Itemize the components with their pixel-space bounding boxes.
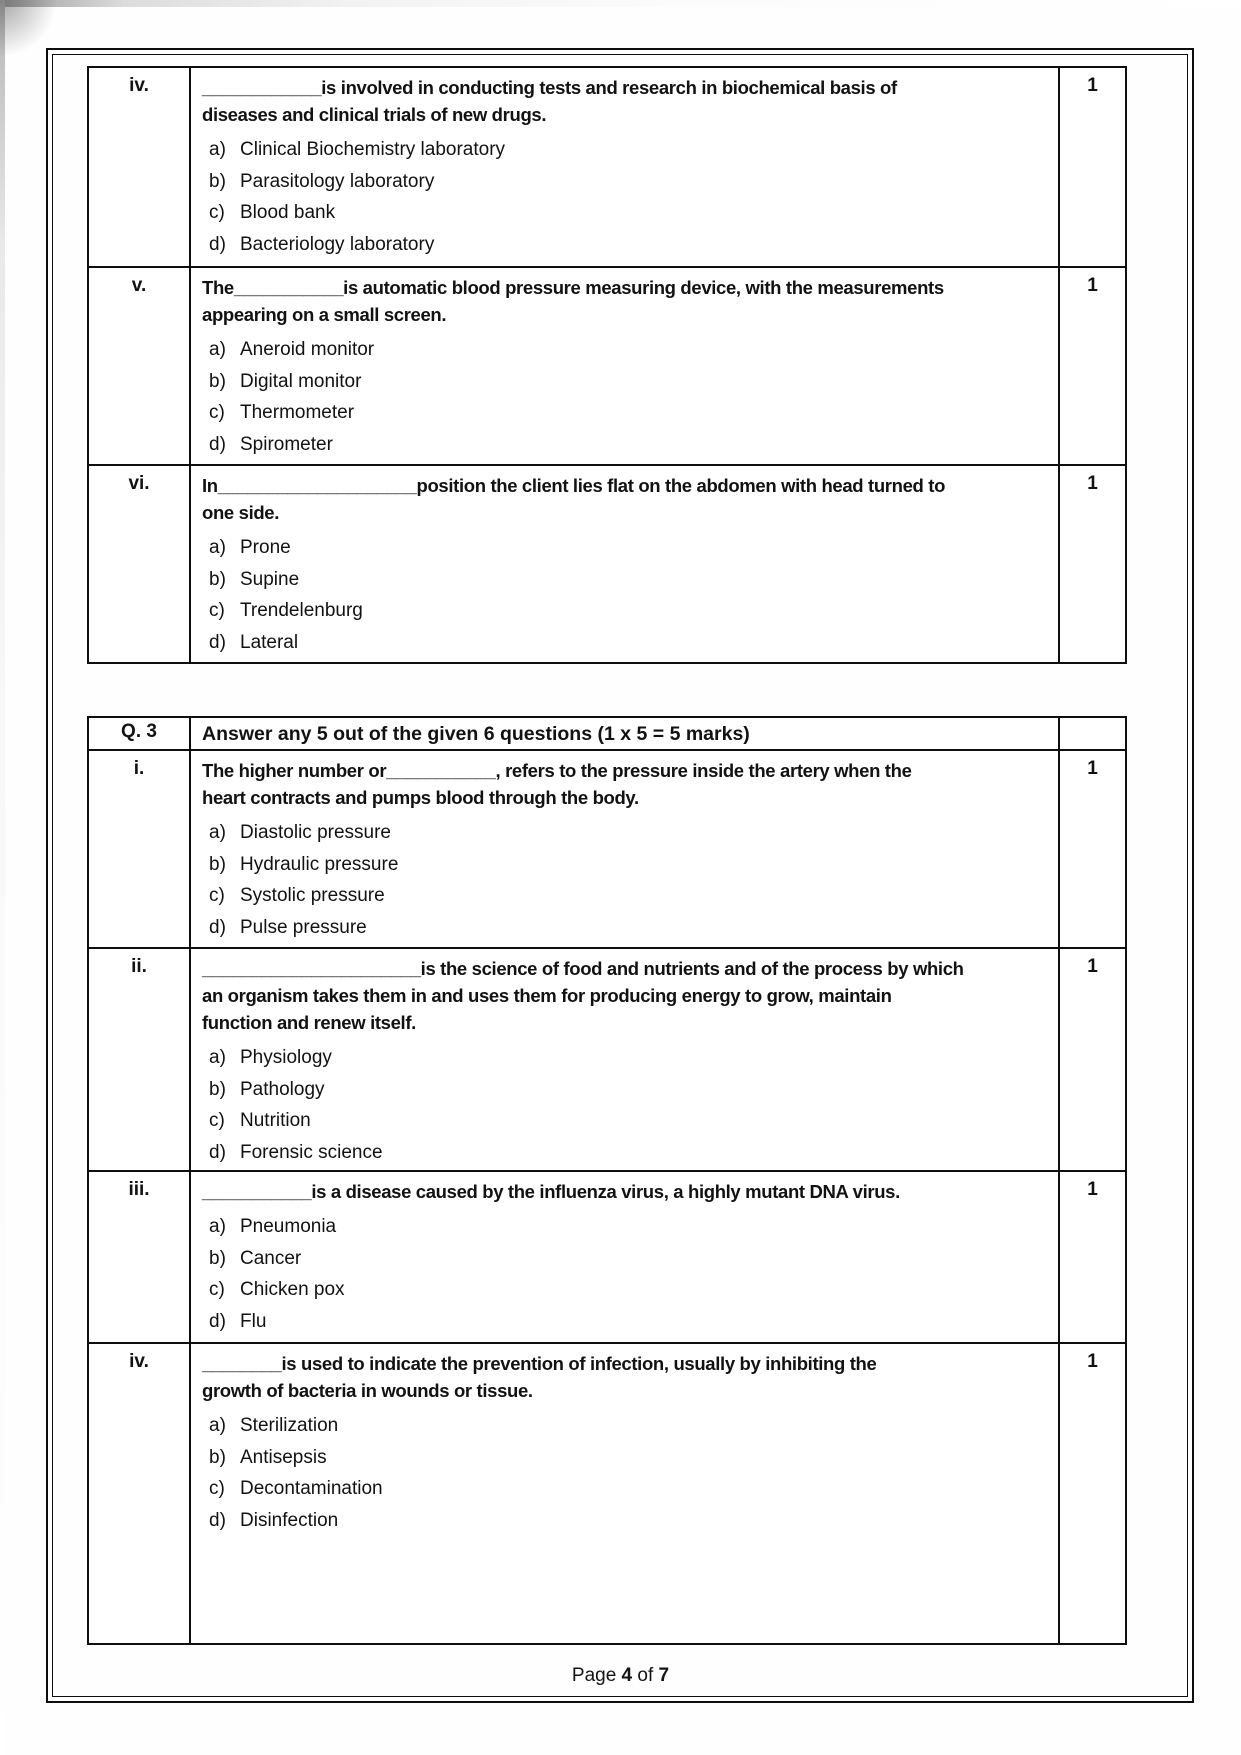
options-list <box>202 532 1056 658</box>
option-letter: b) <box>209 170 226 192</box>
option-letter: b) <box>209 853 226 875</box>
question-table-q3 <box>87 716 1127 1645</box>
answer-option <box>202 429 1056 461</box>
question-text-line: ________is used to indicate the prevention of infection, usually by inhibiting the <box>202 1353 877 1374</box>
question-number: iii. <box>88 1171 190 1343</box>
answer-option <box>202 912 1056 944</box>
answer-option <box>202 532 1056 564</box>
question-text-line: appearing on a small screen. <box>202 304 447 325</box>
question-text-line: ______________________is the science of food and nutrients and of the process by which <box>202 958 964 979</box>
question-table-continued <box>87 66 1127 664</box>
question-number: ii. <box>88 948 190 1171</box>
option-text: Trendelenburg <box>240 600 363 621</box>
answer-option <box>202 1274 1056 1306</box>
page-footer <box>0 1665 1241 1687</box>
option-letter: a) <box>209 537 226 558</box>
answer-option <box>202 197 1056 229</box>
option-letter: b) <box>209 370 226 392</box>
table-row-q3-i <box>88 750 1126 948</box>
answer-option <box>202 166 1056 198</box>
option-letter: b) <box>209 1446 226 1468</box>
option-letter: a) <box>209 339 226 360</box>
option-letter: c) <box>209 885 225 906</box>
answer-option <box>202 1442 1056 1474</box>
question-text-line: ____________is involved in conducting tests and research in biochemical basis of <box>202 77 897 98</box>
option-letter: c) <box>209 1110 225 1131</box>
question-text-line: ___________is a disease caused by the influenza virus, a highly mutant DNA virus. <box>202 1181 900 1202</box>
answer-option <box>202 1505 1056 1537</box>
options-list <box>202 1410 1056 1536</box>
question-text-line: function and renew itself. <box>202 1012 416 1033</box>
option-text: Supine <box>240 568 300 590</box>
answer-option <box>202 627 1056 659</box>
answer-option <box>202 564 1056 596</box>
option-text: Sterilization <box>240 1415 339 1436</box>
table-row-q3-iv <box>88 1343 1126 1644</box>
options-list <box>202 134 1056 260</box>
marks-value: 1 <box>1059 1171 1126 1343</box>
option-text: Spirometer <box>240 433 333 455</box>
section-number: Q. 3 <box>88 717 190 750</box>
table-row-q2-vi <box>88 465 1126 663</box>
answer-option <box>202 134 1056 166</box>
option-letter: a) <box>209 139 226 160</box>
option-text: Parasitology laboratory <box>240 170 435 192</box>
option-letter: c) <box>209 1478 225 1499</box>
answer-option <box>202 397 1056 429</box>
options-list <box>202 817 1056 943</box>
question-text-line: The___________is automatic blood pressure measuring device, with the measurements <box>202 277 944 298</box>
option-text: Pneumonia <box>240 1216 337 1237</box>
option-text: Diastolic pressure <box>240 822 391 843</box>
answer-option <box>202 1105 1056 1137</box>
option-letter: a) <box>209 1415 226 1436</box>
question-text-line: growth of bacteria in wounds or tissue. <box>202 1380 533 1401</box>
table-row-q3-ii <box>88 948 1126 1171</box>
question-text-line: The higher number or___________, refers to the pressure inside the artery when the <box>202 760 912 781</box>
scan-edge-artifact <box>0 0 5 1755</box>
option-letter: d) <box>209 1141 226 1163</box>
question-number: iv. <box>88 1343 190 1644</box>
option-text: Physiology <box>240 1047 332 1068</box>
option-text: Hydraulic pressure <box>240 853 399 875</box>
marks-value: 1 <box>1059 465 1126 663</box>
footer-page-number: 4 <box>621 1665 633 1686</box>
question-cell <box>190 948 1059 1171</box>
option-text: Systolic pressure <box>240 885 385 906</box>
question-cell <box>190 465 1059 663</box>
answer-option <box>202 1042 1056 1074</box>
answer-option <box>202 1473 1056 1505</box>
marks-cell-empty <box>1059 717 1126 750</box>
question-text-line: diseases and clinical trials of new drugs. <box>202 104 547 125</box>
option-text: Pathology <box>240 1078 325 1100</box>
option-text: Decontamination <box>240 1478 383 1499</box>
option-text: Pulse pressure <box>240 916 367 938</box>
question-number: v. <box>88 267 190 465</box>
options-list <box>202 1042 1056 1168</box>
footer-of-word: of <box>632 1665 659 1686</box>
table-row-q2-iv <box>88 67 1126 267</box>
question-cell <box>190 1171 1059 1343</box>
option-letter: d) <box>209 916 226 938</box>
option-text: Flu <box>240 1310 267 1332</box>
question-number: i. <box>88 750 190 948</box>
marks-value: 1 <box>1059 267 1126 465</box>
answer-option <box>202 1074 1056 1106</box>
answer-option <box>202 880 1056 912</box>
question-cell <box>190 1343 1059 1644</box>
question-number: iv. <box>88 67 190 267</box>
option-text: Chicken pox <box>240 1279 345 1300</box>
question-text-line: In____________________position the client lies flat on the abdomen with head turned to <box>202 475 946 496</box>
option-letter: d) <box>209 1310 226 1332</box>
option-letter: c) <box>209 600 225 621</box>
question-text-line: heart contracts and pumps blood through the body. <box>202 787 639 808</box>
question-cell <box>190 267 1059 465</box>
option-text: Prone <box>240 537 291 558</box>
table-header-row-q3 <box>88 717 1126 750</box>
table-row-q3-iii <box>88 1171 1126 1343</box>
option-letter: b) <box>209 568 226 590</box>
section-title: Answer any 5 out of the given 6 questions (1 x 5 = 5 marks) <box>190 717 1059 750</box>
option-letter: a) <box>209 1047 226 1068</box>
scan-edge-artifact <box>0 0 1241 7</box>
footer-page-word: Page <box>571 1665 622 1686</box>
option-letter: a) <box>209 822 226 843</box>
table-row-q2-v <box>88 267 1126 465</box>
question-text-line: an organism takes them in and uses them for producing energy to grow, maintain <box>202 985 892 1006</box>
option-letter: b) <box>209 1247 226 1269</box>
answer-option <box>202 334 1056 366</box>
answer-option <box>202 1243 1056 1275</box>
question-number: vi. <box>88 465 190 663</box>
marks-value: 1 <box>1059 948 1126 1171</box>
option-text: Digital monitor <box>240 370 362 392</box>
option-letter: d) <box>209 631 226 653</box>
answer-option <box>202 817 1056 849</box>
option-letter: b) <box>209 1078 226 1100</box>
option-text: Forensic science <box>240 1141 383 1163</box>
option-text: Cancer <box>240 1247 302 1269</box>
option-letter: a) <box>209 1216 226 1237</box>
question-cell <box>190 67 1059 267</box>
question-cell <box>190 750 1059 948</box>
footer-total-pages: 7 <box>658 1665 670 1686</box>
options-list <box>202 334 1056 460</box>
option-letter: c) <box>209 202 225 223</box>
option-text: Disinfection <box>240 1509 339 1531</box>
option-letter: d) <box>209 233 226 255</box>
question-text-line: one side. <box>202 502 280 523</box>
option-letter: c) <box>209 1279 225 1300</box>
option-text: Clinical Biochemistry laboratory <box>240 139 506 160</box>
option-letter: c) <box>209 402 225 423</box>
marks-value: 1 <box>1059 750 1126 948</box>
answer-option <box>202 595 1056 627</box>
answer-option <box>202 1306 1056 1338</box>
answer-option <box>202 1211 1056 1243</box>
option-text: Aneroid monitor <box>240 339 375 360</box>
answer-option <box>202 1137 1056 1169</box>
answer-option <box>202 849 1056 881</box>
scan-corner-artifact <box>0 0 60 55</box>
option-text: Blood bank <box>240 202 336 223</box>
option-text: Antisepsis <box>240 1446 327 1468</box>
option-letter: d) <box>209 433 226 455</box>
answer-option <box>202 229 1056 261</box>
answer-option <box>202 1410 1056 1442</box>
option-text: Thermometer <box>240 402 355 423</box>
option-letter: d) <box>209 1509 226 1531</box>
marks-value: 1 <box>1059 1343 1126 1644</box>
option-text: Nutrition <box>240 1110 311 1131</box>
marks-value: 1 <box>1059 67 1126 267</box>
answer-option <box>202 366 1056 398</box>
option-text: Bacteriology laboratory <box>240 233 435 255</box>
options-list <box>202 1211 1056 1337</box>
option-text: Lateral <box>240 631 299 653</box>
